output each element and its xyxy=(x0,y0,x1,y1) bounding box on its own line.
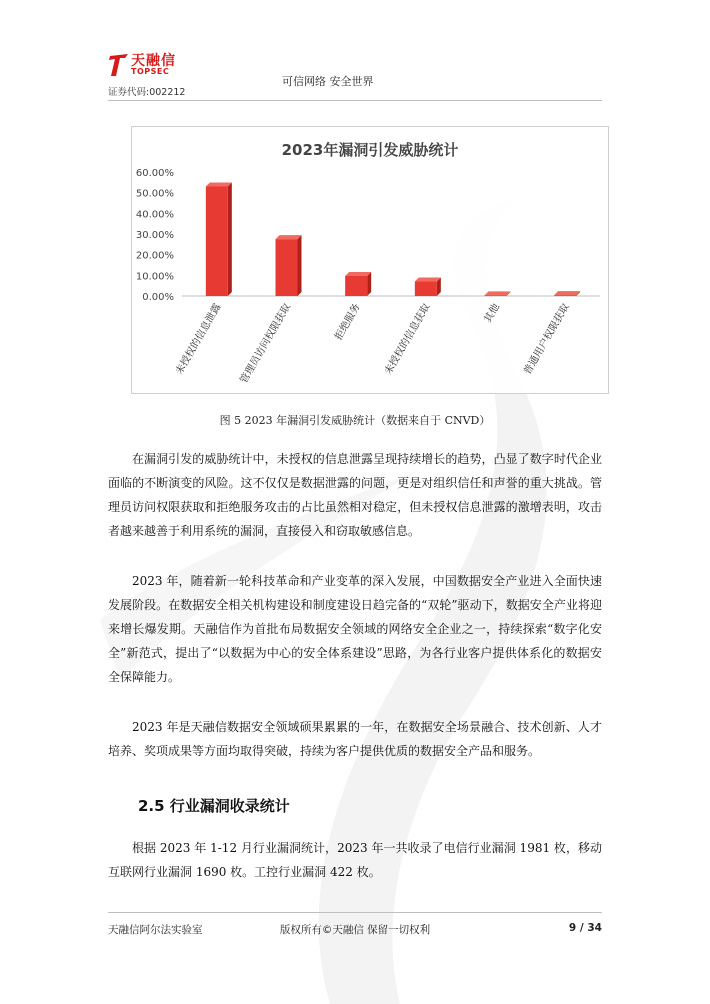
y-tick-label: 0.00% xyxy=(142,292,174,303)
paragraph-1 xyxy=(108,447,602,543)
bar xyxy=(415,282,437,296)
bar xyxy=(276,239,298,296)
y-tick-label: 40.00% xyxy=(135,209,174,221)
bar-top xyxy=(206,182,232,186)
bar-top xyxy=(345,272,371,276)
bar xyxy=(206,186,228,296)
figure-caption: 图 5 2023 年漏洞引发威胁统计（数据来自于 CNVD） xyxy=(219,414,491,427)
paragraph-2 xyxy=(108,569,602,689)
paragraph-3 xyxy=(108,715,602,763)
paragraph-1-text: 在漏洞引发的威胁统计中，未授权的信息泄露呈现持续增长的趋势，凸显了数字时代企业面临的不断演变的风险。这不仅仅是数据泄露的问题，更是对组织信任和声誉的重大挑战。管理员访问权限获取和拒绝服务攻击的占比虽然相对稳定，但未授权信息泄露的激增表明，攻击者越来越善于利用系统的漏洞，直接侵入和窃取敏感信息。 xyxy=(108,452,602,538)
bar-side xyxy=(298,235,302,296)
bar-side xyxy=(228,182,232,296)
bar-top xyxy=(485,291,511,295)
bar-top xyxy=(415,278,441,282)
paragraph-2-text: 2023 年，随着新一轮科技革命和产业变革的深入发展，中国数据安全产业进入全面快速发展阶段。在数据安全相关机构建设和制度建设日趋完备的“双轮”驱动下，数据安全产业将迎来增长爆发期。天融信作为首批布局数据安全领域的网络安全企业之一，持续探索“数字化安全”新范式，提出了“以数据为中心的安全体系建设”思路，为各行业客户提供体系化的数据安全保障能力。 xyxy=(108,574,602,684)
y-tick-label: 60.00% xyxy=(135,168,174,179)
y-tick-label: 30.00% xyxy=(135,230,174,241)
chart-frame xyxy=(131,126,609,394)
bar xyxy=(345,276,367,296)
y-tick-label: 10.00% xyxy=(135,271,174,283)
x-category-label: 普通用户权限获取 xyxy=(522,301,572,377)
x-category-label: 未授权的信息获取 xyxy=(382,302,433,377)
paragraph-3-text: 2023 年是天融信数据安全领域硕果累累的一年，在数据安全场景融合、技术创新、人才培养、奖项成果等方面均取得突破，持续为客户提供优质的数据安全产品和服务。 xyxy=(108,720,602,758)
paragraph-4 xyxy=(108,836,602,884)
section-heading: 2.5 行业漏洞收录统计 xyxy=(138,797,290,815)
paragraph-4-text: 根据 2023 年 1-12 月行业漏洞统计，2023 年一共收录了电信行业漏洞 1981 枚，移动互联网行业漏洞 1690 枚。工控行业漏洞 422 枚。 xyxy=(108,841,602,879)
x-category-label: 管理员访问权限获取 xyxy=(238,302,294,386)
y-tick-label: 50.00% xyxy=(135,188,174,200)
x-category-label: 未授权的信息泄露 xyxy=(173,302,224,377)
logo-text-en: TOPSEC xyxy=(131,67,170,76)
logo-text-cn: 天融信 xyxy=(131,53,176,69)
footer-divider xyxy=(108,912,602,913)
threat-bar-chart xyxy=(132,127,608,393)
header-divider xyxy=(108,100,602,101)
footer-copyright: 版权所有©天融信 保留一切权利 xyxy=(279,924,431,936)
x-category-label: 拒绝服务 xyxy=(333,302,363,343)
stock-code: 证券代码:002212 xyxy=(108,87,186,98)
page-number: 9 / 34 xyxy=(568,922,602,934)
chart-title: 2023年漏洞引发威胁统计 xyxy=(281,141,459,159)
bar-side xyxy=(367,272,371,296)
footer-lab-name: 天融信阿尔法实验室 xyxy=(108,924,203,936)
header-slogan: 可信网络 安全世界 xyxy=(282,75,374,88)
bar xyxy=(554,295,576,296)
y-tick-label: 20.00% xyxy=(135,250,174,262)
x-category-label: 其他 xyxy=(482,302,503,325)
bar-top xyxy=(276,235,302,239)
bar xyxy=(485,295,507,296)
bar-top xyxy=(554,291,580,295)
